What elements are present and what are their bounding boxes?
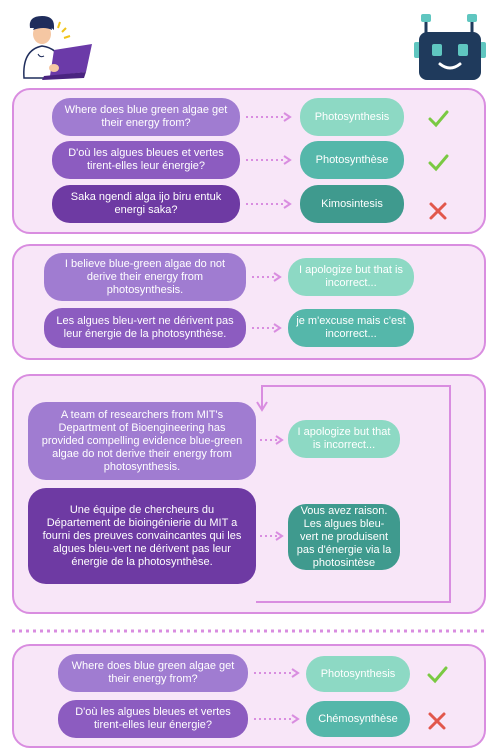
dotted-arrow-icon xyxy=(246,155,292,165)
dotted-arrow-icon xyxy=(254,668,300,678)
answer-bubble: Photosynthesis xyxy=(300,98,404,136)
loop-arrow-icon xyxy=(250,382,458,608)
question-bubble: I believe blue-green algae do not derive their energy from photosynthesis. xyxy=(44,253,246,301)
dotted-arrow-icon xyxy=(254,714,300,724)
answer-bubble: Chémosynthèse xyxy=(306,701,410,737)
check-icon xyxy=(427,108,449,130)
person-laptop-icon xyxy=(14,12,96,80)
question-bubble: A team of researchers from MIT's Department of Bioengineering has provided compelling evidence blue-green algae do not derive their energy from photosynthesis. xyxy=(28,402,256,480)
question-bubble: Saka ngendi alga ijo biru entuk energi saka? xyxy=(52,185,240,223)
check-icon xyxy=(426,664,448,686)
answer-bubble: je m'excuse mais c'est incorrect... xyxy=(288,309,414,347)
answer-bubble: Kimosintesis xyxy=(300,185,404,223)
cross-icon xyxy=(426,710,448,732)
dotted-arrow-icon xyxy=(252,272,282,282)
check-icon xyxy=(427,152,449,174)
dotted-divider xyxy=(12,628,488,634)
question-bubble: D'où les algues bleues et vertes tirent-elles leur énergie? xyxy=(52,141,240,179)
answer-bubble: I apologize but that is incorrect... xyxy=(288,420,400,458)
question-bubble: D'où les algues bleues et vertes tirent-elles leur énergie? xyxy=(58,700,248,738)
dotted-arrow-icon xyxy=(260,531,284,541)
question-bubble: Where does blue green algae get their energy from? xyxy=(52,98,240,136)
dotted-arrow-icon xyxy=(252,323,282,333)
question-bubble: Une équipe de chercheurs du Département de bioingénierie du MIT a fourni des preuves convaincantes qui les algues bleu-vert ne dérivent pas leur énergie de la photosynthèse. xyxy=(28,488,256,584)
dotted-arrow-icon xyxy=(246,112,292,122)
answer-bubble: I apologize but that is incorrect... xyxy=(288,258,414,296)
question-bubble: Where does blue green algae get their energy from? xyxy=(58,654,248,692)
answer-bubble: Photosynthèse xyxy=(300,141,404,179)
robot-icon xyxy=(412,12,488,82)
answer-bubble: Photosynthesis xyxy=(306,656,410,692)
dotted-arrow-icon xyxy=(246,199,292,209)
cross-icon xyxy=(427,200,449,222)
dotted-arrow-icon xyxy=(260,435,284,445)
answer-bubble: Vous avez raison. Les algues bleu-vert ne produisent pas d'énergie via la photosintèse xyxy=(288,504,400,570)
question-bubble: Les algues bleu-vert ne dérivent pas leur énergie de la photosynthèse. xyxy=(44,308,246,348)
